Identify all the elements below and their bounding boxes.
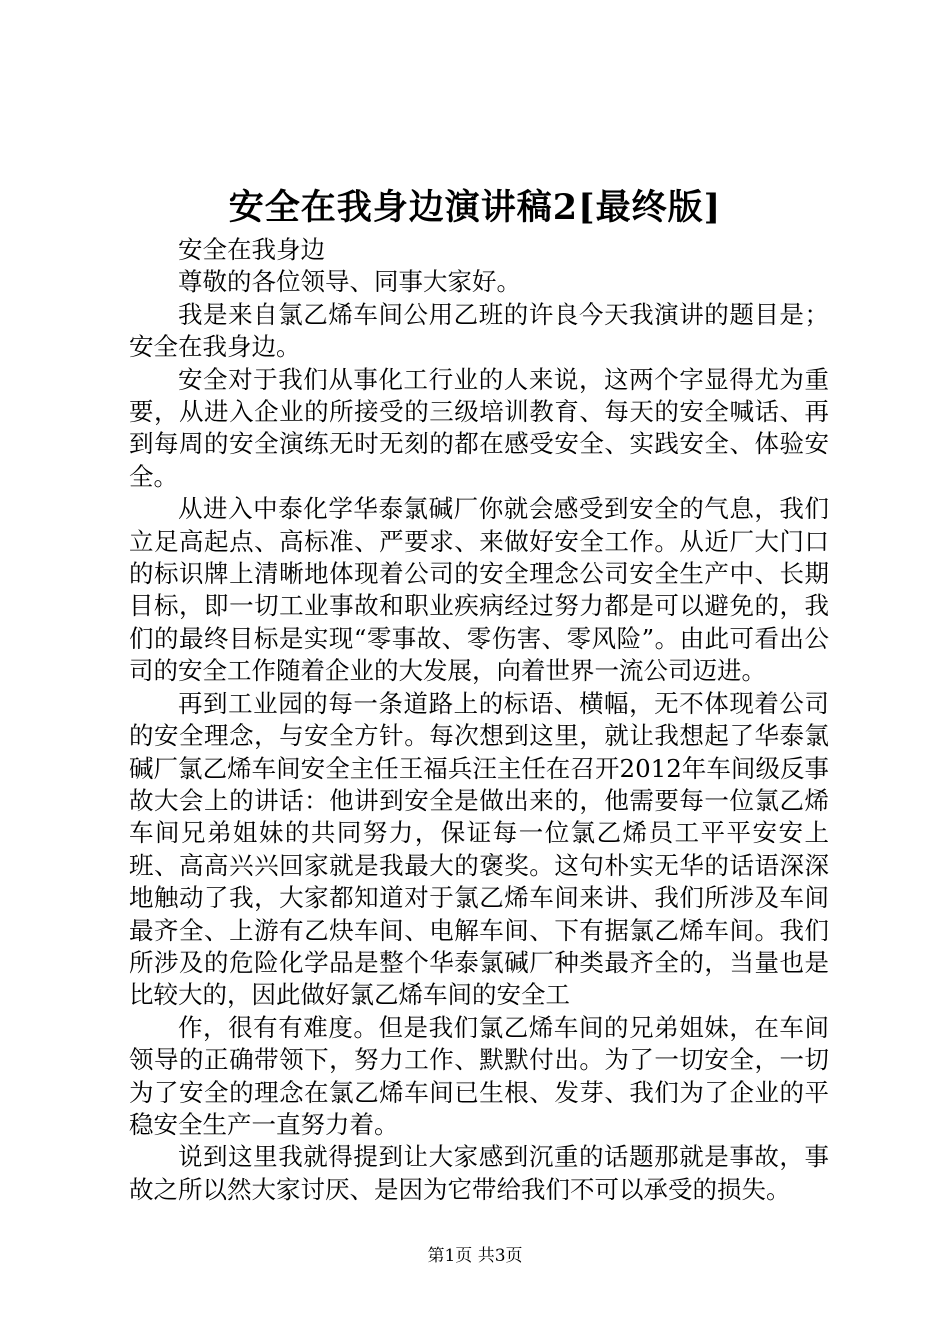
paragraph: 从进入中泰化学华泰氯碱厂你就会感受到安全的气息，我们立足高起点、高标准、严要求、来做好安全工作。从近厂大门口的标识牌上清晰地体现着公司的安全理念公司安全生产中、长期目标，即一切工业事故和职业疾病经过努力都是可以避免的，我们的最终目标是实现“零事故、零伤害、零风险”。由此可看出公司的安全工作随着企业的大发展，向着世界一流公司迈进。 — [129, 494, 829, 686]
paragraph: 作，很有有难度。但是我们氯乙烯车间的兄弟姐妹，在车间领导的正确带领下，努力工作、默默付出。为了一切安全，一切为了安全的理念在氯乙烯车间已生根、发芽、我们为了企业的平稳安全生产一直努力着。 — [129, 1012, 829, 1139]
paragraph: 尊敬的各位领导、同事大家好。 — [178, 267, 521, 297]
paragraph: 安全在我身边 — [178, 235, 325, 264]
document-body — [129, 234, 829, 1206]
document-title: 安全在我身边演讲稿2[最终版] — [228, 187, 722, 228]
page-footer: 第1页 共3页 — [427, 1246, 523, 1266]
paragraph: 再到工业园的每一条道路上的标语、横幅，无不体现着公司的安全理念，与安全方针。每次想到这里，就让我想起了华泰氯碱厂氯乙烯车间安全主任王福兵汪主任在召开2012年车间级反事故大会上的讲话：他讲到安全是做出来的，他需要每一位氯乙烯车间兄弟姐妹的共同努力，保证每一位氯乙烯员工平平安安上班、高高兴兴回家就是我最大的褒奖。这句朴实无华的话语深深地触动了我，大家都知道对于氯乙烯车间来讲、我们所涉及车间最齐全、上游有乙炔车间、电解车间、下有据氯乙烯车间。我们所涉及的危险化学品是整个华泰氯碱厂种类最齐全的，当量也是比较大的，因此做好氯乙烯车间的安全工 — [129, 688, 829, 1010]
paragraph: 说到这里我就得提到让大家感到沉重的话题那就是事故，事故之所以然大家讨厌、是因为它带给我们不可以承受的损失。 — [129, 1142, 829, 1204]
paragraph: 安全对于我们从事化工行业的人来说，这两个字显得尤为重要，从进入企业的所接受的三级培训教育、每天的安全喊话、再到每周的安全演练无时无刻的都在感受安全、实践安全、体验安全。 — [129, 364, 829, 491]
paragraph: 我是来自氯乙烯车间公用乙班的许良今天我演讲的题目是；安全在我身边。 — [129, 299, 829, 362]
